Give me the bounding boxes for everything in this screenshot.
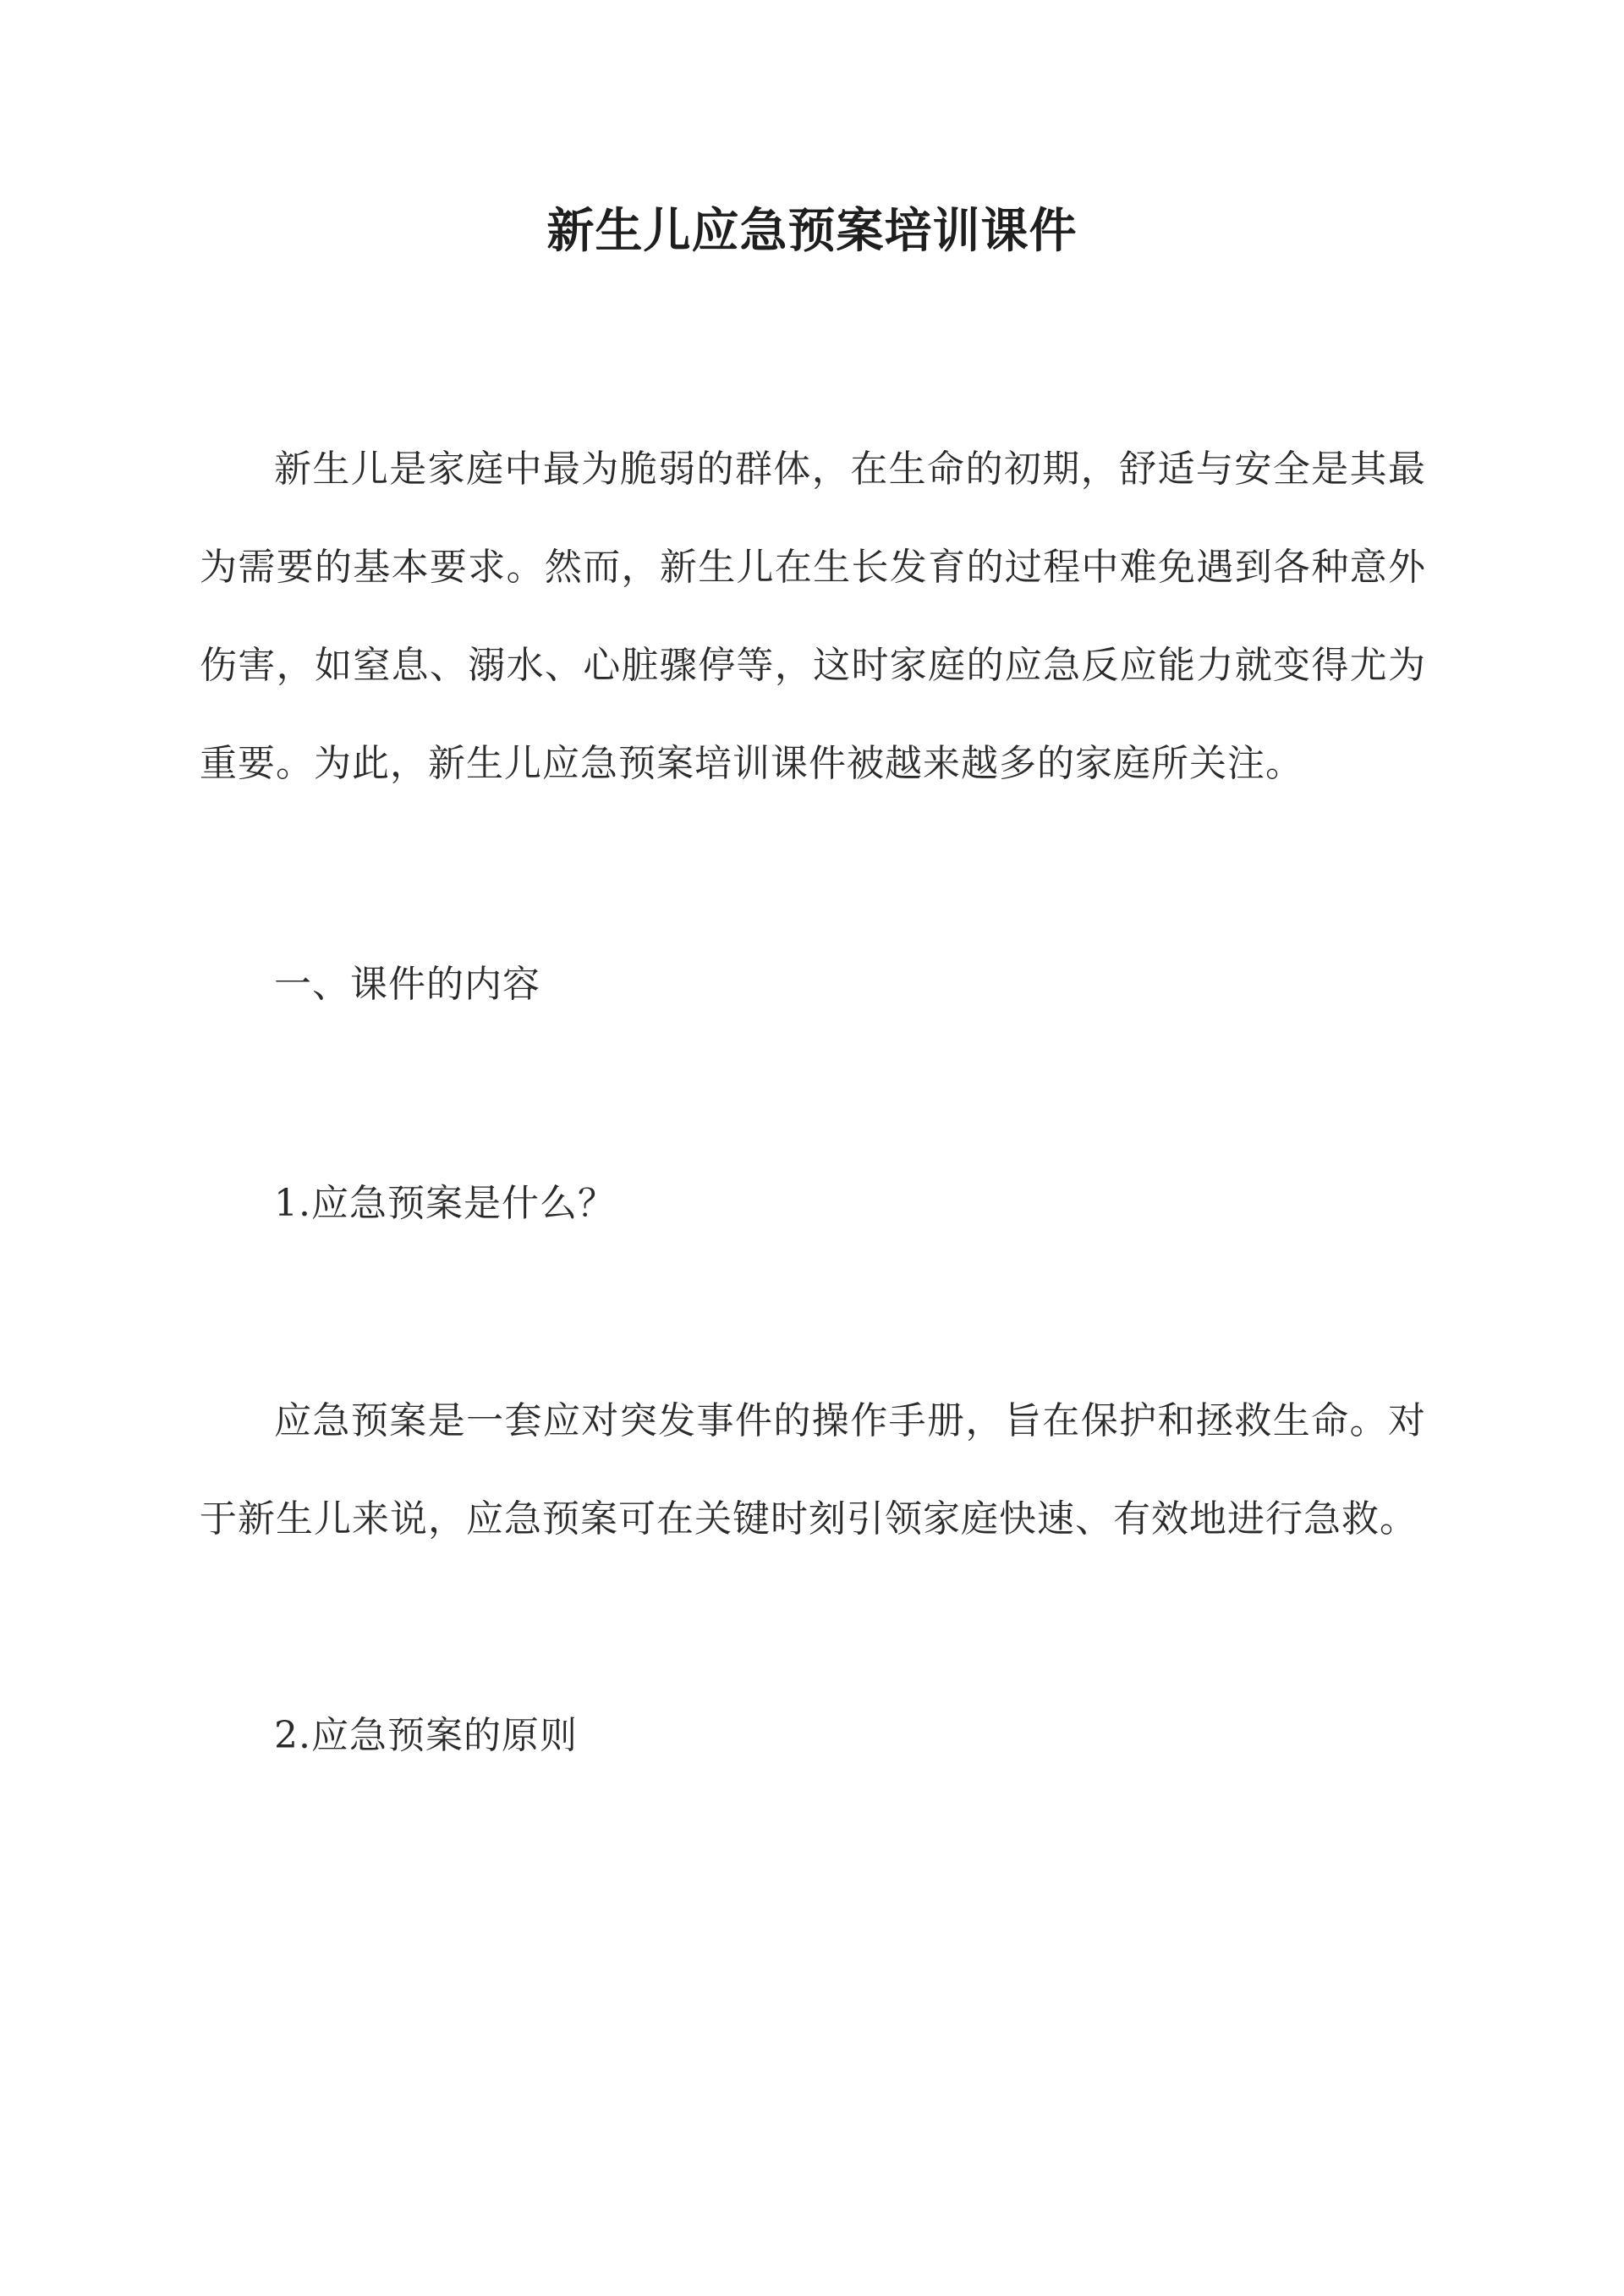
document-title: 新生儿应急预案培训课件	[546, 203, 1078, 259]
plan-definition-paragraph: 应急预案是一套应对突发事件的操作手册，旨在保护和拯救生命。对于新生儿来说，应急预案可在关键时刻引领家庭快速、有效地进行急救。	[200, 1399, 1426, 1541]
intro-paragraph: 新生儿是家庭中最为脆弱的群体，在生命的初期，舒适与安全是其最为需要的基本要求。然而，新生儿在生长发育的过程中难免遇到各种意外伤害，如窒息、溺水、心脏骤停等，这时家庭的应急反应能力就变得尤为重要。为此，新生儿应急预案培训课件被越来越多的家庭所关注。	[200, 448, 1426, 785]
section-heading-course-content: 一、课件的内容	[274, 963, 540, 1006]
subsection-heading-what-is-plan: 1.应急预案是什么？	[274, 1182, 616, 1225]
subsection-heading-plan-principles: 2.应急预案的原则	[274, 1714, 578, 1757]
